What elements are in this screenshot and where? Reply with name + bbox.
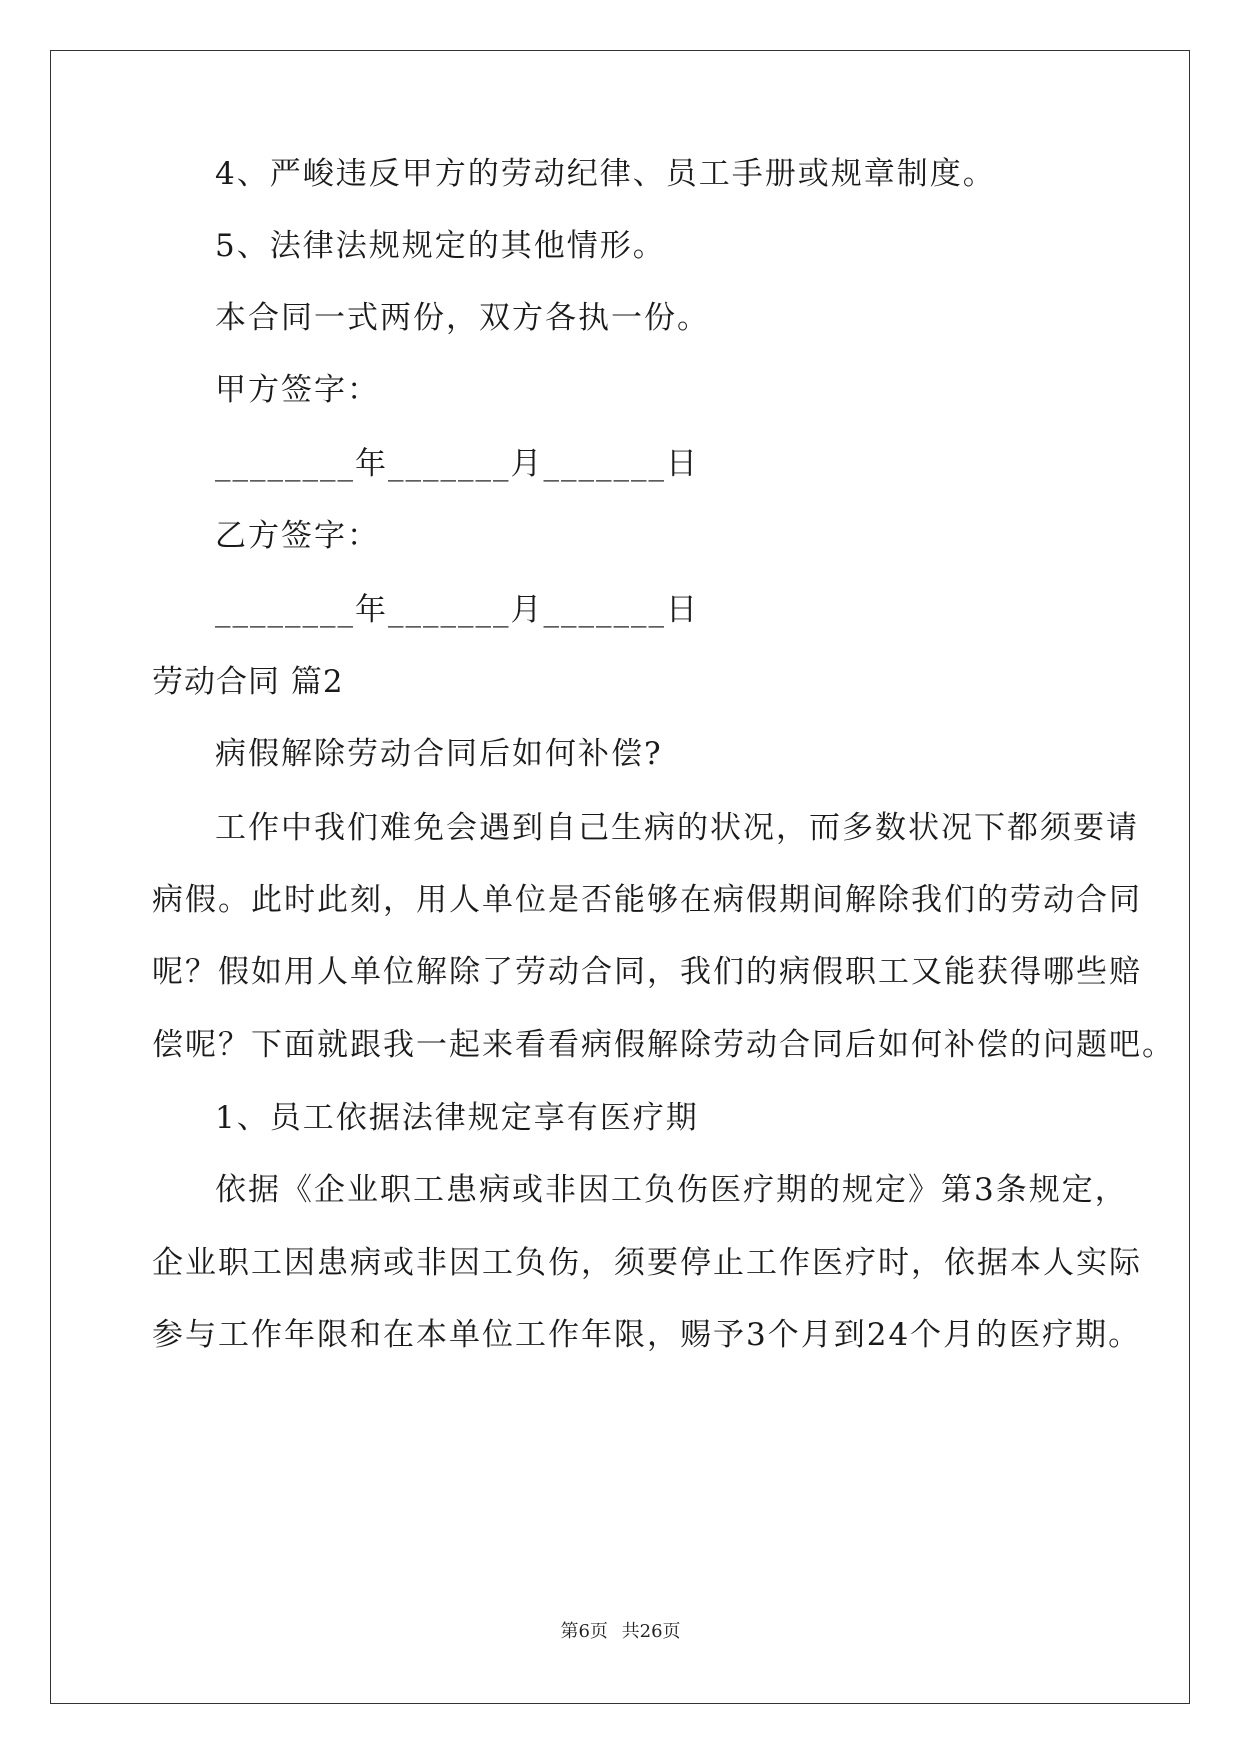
page-number: 第6页: [560, 1621, 608, 1642]
paragraph-line: 病假。此时此刻，用人单位是否能够在病假期间解除我们的劳动合同: [152, 882, 1142, 918]
party-a-date-line: ________年_______月_______日: [215, 446, 699, 482]
paragraph-line: 企业职工因患病或非因工负伤，须要停止工作医疗时，依据本人实际: [152, 1245, 1142, 1281]
copies-statement: 本合同一式两份，双方各执一份。: [215, 300, 710, 336]
clause-5: 5、法律法规规定的其他情形。: [215, 228, 666, 264]
paragraph-line: 呢？假如用人单位解除了劳动合同，我们的病假职工又能获得哪些赔: [152, 954, 1142, 990]
paragraph-line: 参与工作年限和在本单位工作年限，赐予3个月到24个月的医疗期。: [152, 1317, 1142, 1353]
paragraph-line: 偿呢？下面就跟我一起来看看病假解除劳动合同后如何补偿的问题吧。: [152, 1027, 1175, 1063]
paragraph-line: 工作中我们难免会遇到自己生病的状况，而多数状况下都须要请: [215, 810, 1139, 846]
party-b-date-line: ________年_______月_______日: [215, 592, 699, 628]
clause-4: 4、严峻违反甲方的劳动纪律、员工手册或规章制度。: [215, 156, 996, 192]
party-b-signature-label: 乙方签字：: [215, 518, 380, 554]
question-heading: 病假解除劳动合同后如何补偿?: [215, 736, 663, 772]
page-total: 共26页: [621, 1621, 681, 1642]
paragraph-line: 依据《企业职工患病或非因工负伤医疗期的规定》第3条规定，: [215, 1172, 1128, 1208]
party-a-signature-label: 甲方签字：: [215, 372, 380, 408]
page-footer: [0, 1620, 1241, 1644]
point-1-heading: 1、员工依据法律规定享有医疗期: [215, 1100, 699, 1136]
section-heading: 劳动合同 篇2: [152, 664, 344, 700]
